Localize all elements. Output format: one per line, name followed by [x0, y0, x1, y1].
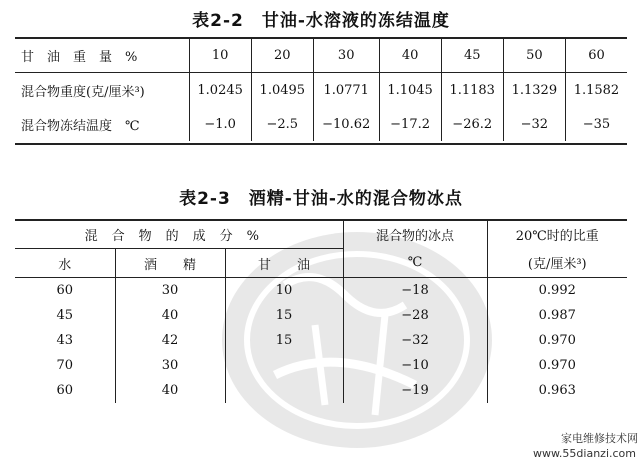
cell: 1.0245	[189, 73, 251, 108]
cell: −18	[343, 278, 487, 304]
row-label: 甘 油 重 量 %	[15, 38, 189, 73]
cell: 30	[115, 353, 225, 378]
cell: −10.62	[313, 107, 379, 141]
gravity-header: 20℃时的比重	[487, 220, 627, 249]
cell: 0.963	[487, 378, 627, 403]
cell: 1.0495	[251, 73, 313, 108]
cell: 43	[56, 333, 74, 348]
cell: −35	[565, 107, 627, 141]
table-row	[15, 278, 627, 304]
cell: 0.987	[487, 303, 627, 328]
table2-title: 表2-3 酒精-甘油-水的混合物冰点	[179, 189, 463, 209]
table-row	[15, 378, 627, 403]
cell: 1.1329	[503, 73, 565, 108]
cell: −1.0	[189, 107, 251, 141]
cell: 45	[441, 38, 503, 73]
cell: 60	[565, 38, 627, 73]
cell: −28	[343, 303, 487, 328]
cell: 30	[313, 38, 379, 73]
table-row	[15, 107, 627, 141]
cell: 10	[189, 38, 251, 73]
site-name: 家电维修技术网	[561, 432, 638, 445]
table-row	[15, 249, 627, 278]
table-row	[15, 220, 627, 249]
freeze-point-header: 混合物的冰点	[343, 220, 487, 249]
composition-header: 混合物的成分%	[84, 228, 273, 244]
row-label: 混合物冻结温度 ℃	[21, 118, 140, 134]
table-row	[15, 73, 627, 108]
cell: 15	[225, 303, 343, 328]
gravity-unit: (克/厘米³)	[487, 249, 627, 278]
cell: 40	[379, 38, 441, 73]
glycerin-header: 甘 油	[225, 249, 343, 278]
cell: 1.0771	[313, 73, 379, 108]
cell	[225, 378, 343, 403]
cell	[225, 353, 343, 378]
cell: −10	[343, 353, 487, 378]
cell: 20	[251, 38, 313, 73]
cell: −19	[343, 378, 487, 403]
cell: −26.2	[441, 107, 503, 141]
cell: 40	[115, 303, 225, 328]
cell: 0.970	[487, 328, 627, 353]
cell: 70	[56, 358, 74, 373]
cell: 0.970	[487, 353, 627, 378]
freeze-temp-table	[15, 38, 627, 141]
cell: 1.1183	[441, 73, 503, 108]
cell: 60	[56, 283, 74, 298]
freeze-unit: ℃	[343, 249, 487, 278]
cell: 15	[225, 328, 343, 353]
table-row	[15, 303, 627, 328]
cell: −17.2	[379, 107, 441, 141]
cell: −2.5	[251, 107, 313, 141]
cell: 10	[225, 278, 343, 304]
table1-bottom-rule	[15, 143, 627, 145]
cell: 1.1582	[565, 73, 627, 108]
cell: 42	[115, 328, 225, 353]
cell: 1.1045	[379, 73, 441, 108]
cell: 30	[115, 278, 225, 304]
cell: −32	[503, 107, 565, 141]
cell: 40	[115, 378, 225, 403]
cell: 50	[503, 38, 565, 73]
alcohol-header: 酒 精	[115, 249, 225, 278]
table-row	[15, 353, 627, 378]
mixture-freeze-table	[15, 220, 627, 403]
table1-title: 表2-2 甘油-水溶液的冻结温度	[192, 11, 450, 31]
table-row	[15, 38, 627, 73]
site-url[interactable]: www.55dianzi.com	[532, 447, 636, 460]
cell: −32	[343, 328, 487, 353]
cell: 60	[56, 383, 74, 398]
cell: 0.992	[487, 278, 627, 304]
row-label: 混合物重度(克/厘米³)	[21, 84, 145, 100]
table-row	[15, 328, 627, 353]
cell: 45	[56, 308, 74, 323]
water-header: 水	[15, 249, 115, 278]
